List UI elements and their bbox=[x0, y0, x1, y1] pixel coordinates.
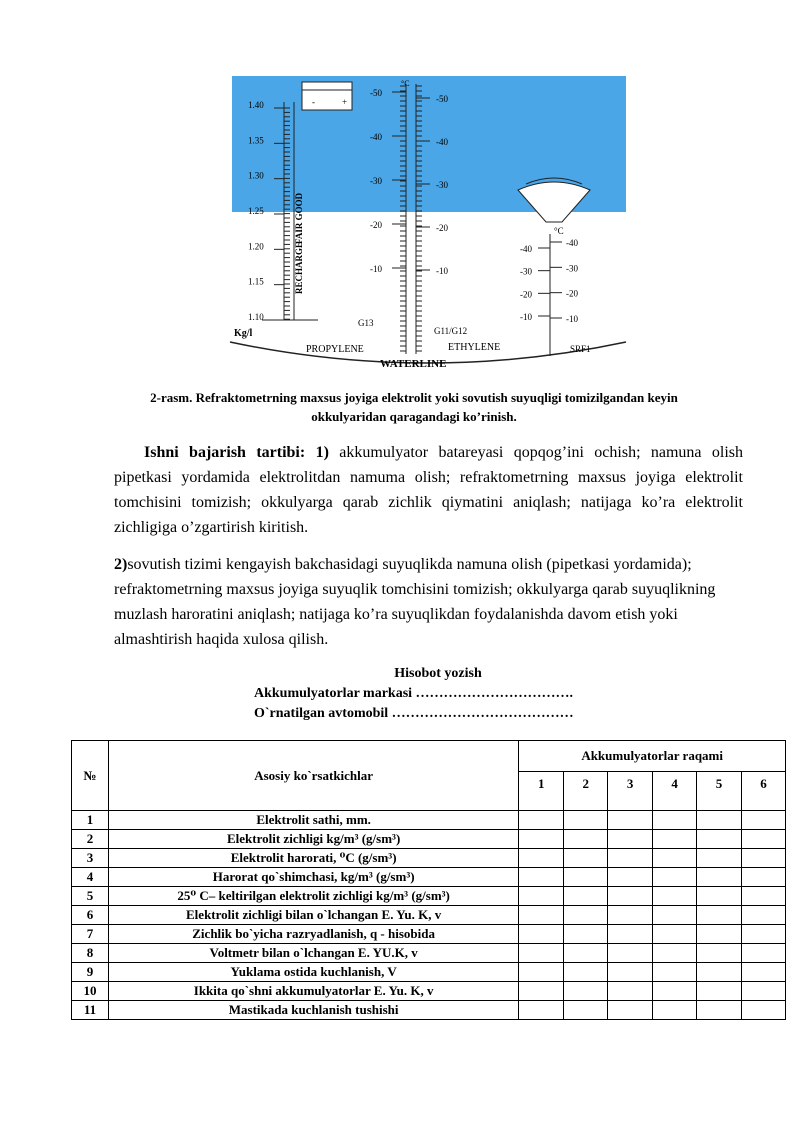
battery-value-cell[interactable] bbox=[653, 849, 697, 868]
battery-value-cell[interactable] bbox=[564, 887, 608, 906]
battery-value-cell[interactable] bbox=[742, 963, 786, 982]
procedure-heading: Ishni bajarish tartibi: bbox=[144, 444, 306, 461]
battery-number-header: 5 bbox=[697, 772, 742, 811]
battery-value-cell[interactable] bbox=[519, 887, 564, 906]
propylene-label: PROPYLENE bbox=[306, 344, 364, 355]
g11g12-label: G11/G12 bbox=[434, 326, 468, 336]
battery-number-header: 3 bbox=[608, 772, 653, 811]
figure-caption bbox=[100, 388, 728, 426]
battery-value-cell[interactable] bbox=[653, 1001, 697, 1020]
srf-degree-label: °C bbox=[554, 226, 564, 236]
srf-left-tick-label: -40 bbox=[520, 244, 532, 254]
battery-value-cell[interactable] bbox=[519, 1001, 564, 1020]
battery-value-cell[interactable] bbox=[653, 830, 697, 849]
battery-value-cell[interactable] bbox=[564, 906, 608, 925]
battery-value-cell[interactable] bbox=[742, 982, 786, 1001]
row-number: 4 bbox=[72, 868, 109, 887]
propylene-tick-label: -50 bbox=[370, 88, 382, 98]
battery-value-cell[interactable] bbox=[742, 906, 786, 925]
srf-right-tick-label: -30 bbox=[566, 263, 578, 274]
header-battery-numbers: Akkumulyatorlar raqami bbox=[519, 741, 786, 772]
battery-value-cell[interactable] bbox=[608, 925, 653, 944]
row-indicator: 25⁰ C– keltirilgan elektrolit zichligi kg/m³ (g/sm³) bbox=[108, 887, 518, 906]
battery-value-cell[interactable] bbox=[519, 925, 564, 944]
row-number: 8 bbox=[72, 944, 109, 963]
density-unit: Kg/l bbox=[234, 328, 253, 339]
table-body bbox=[72, 811, 786, 1020]
battery-value-cell[interactable] bbox=[564, 982, 608, 1001]
battery-value-cell[interactable] bbox=[564, 963, 608, 982]
battery-value-cell[interactable] bbox=[742, 830, 786, 849]
installed-car-line: O`rnatilgan avtomobil ………………………………… bbox=[254, 706, 574, 721]
battery-value-cell[interactable] bbox=[564, 1001, 608, 1020]
degree-label: °C bbox=[401, 79, 410, 88]
ethylene-tick-label: -50 bbox=[436, 94, 448, 104]
table-row bbox=[72, 1001, 786, 1020]
density-tick-label: 1.15 bbox=[248, 276, 264, 287]
propylene-tick-label: -20 bbox=[370, 220, 382, 230]
recharge-label: RECHARGE bbox=[294, 241, 304, 294]
battery-value-cell[interactable] bbox=[697, 830, 742, 849]
battery-value-cell[interactable] bbox=[564, 944, 608, 963]
row-number: 6 bbox=[72, 906, 109, 925]
table-row bbox=[72, 944, 786, 963]
row-indicator: Ikkita qo`shni akkumulyatorlar E. Yu. K, v bbox=[108, 982, 518, 1001]
battery-value-cell[interactable] bbox=[653, 887, 697, 906]
header-indicators: Asosiy ko`rsatkichlar bbox=[108, 741, 518, 811]
row-number: 2 bbox=[72, 830, 109, 849]
battery-value-cell[interactable] bbox=[608, 982, 653, 1001]
battery-value-cell[interactable] bbox=[697, 811, 742, 830]
row-indicator: Mastikada kuchlanish tushishi bbox=[108, 1001, 518, 1020]
battery-value-cell[interactable] bbox=[697, 906, 742, 925]
header-number: № bbox=[72, 741, 109, 811]
battery-value-cell[interactable] bbox=[608, 830, 653, 849]
battery-value-cell[interactable] bbox=[742, 887, 786, 906]
battery-value-cell[interactable] bbox=[608, 887, 653, 906]
battery-value-cell[interactable] bbox=[608, 1001, 653, 1020]
ethylene-tick-label: -30 bbox=[436, 180, 448, 190]
battery-number-header: 1 bbox=[519, 772, 564, 811]
row-indicator: Elektrolit zichligi kg/m³ (g/sm³) bbox=[108, 830, 518, 849]
density-tick-label: 1.35 bbox=[248, 135, 264, 146]
srf-prism-icon bbox=[518, 182, 590, 222]
row-number: 1 bbox=[72, 811, 109, 830]
battery-value-cell[interactable] bbox=[697, 868, 742, 887]
battery-value-cell[interactable] bbox=[519, 868, 564, 887]
battery-value-cell[interactable] bbox=[653, 906, 697, 925]
battery-value-cell[interactable] bbox=[697, 887, 742, 906]
battery-value-cell[interactable] bbox=[608, 944, 653, 963]
battery-value-cell[interactable] bbox=[653, 982, 697, 1001]
battery-value-cell[interactable] bbox=[742, 849, 786, 868]
step2-number: 2) bbox=[114, 556, 128, 573]
waterline-label: WATERLINE bbox=[380, 358, 447, 370]
battery-value-cell[interactable] bbox=[564, 868, 608, 887]
battery-minus: - bbox=[312, 97, 315, 107]
row-number: 11 bbox=[72, 1001, 109, 1020]
battery-value-cell[interactable] bbox=[697, 963, 742, 982]
battery-value-cell[interactable] bbox=[653, 811, 697, 830]
ethylene-tick-label: -20 bbox=[436, 223, 448, 233]
srf-right-tick-label: -10 bbox=[566, 314, 578, 324]
density-tick-label: 1.10 bbox=[248, 312, 264, 322]
row-indicator: Yuklama ostida kuchlanish, V bbox=[108, 963, 518, 982]
density-tick-label: 1.40 bbox=[248, 100, 264, 110]
row-indicator: Elektrolit sathi, mm. bbox=[108, 811, 518, 830]
table-row bbox=[72, 982, 786, 1001]
battery-value-cell[interactable] bbox=[697, 1001, 742, 1020]
srf-right-tick-label: -40 bbox=[566, 238, 578, 248]
battery-value-cell[interactable] bbox=[608, 906, 653, 925]
g13-label: G13 bbox=[358, 318, 374, 328]
density-tick-label: 1.30 bbox=[248, 170, 264, 181]
table-row bbox=[72, 963, 786, 982]
srf1-label: SRF1 bbox=[570, 344, 591, 354]
battery-plus: + bbox=[342, 97, 348, 107]
battery-value-cell[interactable] bbox=[697, 944, 742, 963]
battery-value-cell[interactable] bbox=[697, 982, 742, 1001]
battery-value-cell[interactable] bbox=[742, 925, 786, 944]
table-row bbox=[72, 906, 786, 925]
battery-value-cell[interactable] bbox=[564, 830, 608, 849]
battery-number-header: 6 bbox=[742, 772, 786, 811]
row-number: 3 bbox=[72, 849, 109, 868]
srf-left-tick-label: -10 bbox=[520, 312, 532, 322]
battery-value-cell[interactable] bbox=[519, 963, 564, 982]
battery-brand-line: Akkumulyatorlar markasi ……………………………. bbox=[254, 686, 574, 701]
battery-number-header: 2 bbox=[564, 772, 608, 811]
battery-value-cell[interactable] bbox=[519, 830, 564, 849]
table-row bbox=[72, 849, 786, 868]
row-indicator: Harorat qo`shimchasi, kg/m³ (g/sm³) bbox=[108, 868, 518, 887]
row-indicator: Voltmetr bilan o`lchangan E. YU.K, v bbox=[108, 944, 518, 963]
propylene-tick-label: -40 bbox=[370, 132, 382, 142]
procedure-step-1 bbox=[114, 440, 743, 540]
table-row bbox=[72, 830, 786, 849]
battery-value-cell[interactable] bbox=[519, 906, 564, 925]
battery-value-cell[interactable] bbox=[519, 982, 564, 1001]
table-row bbox=[72, 811, 786, 830]
battery-value-cell[interactable] bbox=[564, 849, 608, 868]
refractometer-figure bbox=[226, 74, 630, 374]
battery-value-cell[interactable] bbox=[653, 944, 697, 963]
row-number: 9 bbox=[72, 963, 109, 982]
battery-value-cell[interactable] bbox=[564, 811, 608, 830]
step2-text: sovutish tizimi kengayish bakchasidagi suyuqlikda namuna olish (pipetkasi yordamida); refraktometrning maxsus joyiga suyuqlik tomchisini tomizish; okkulyarga qarab suyuqlikning muzlash haroratini aniqlash; natijaga ko’ra suyuqlikdan foydalanishda davom etish yoki almashtirish haqida xulosa qilish. bbox=[114, 556, 716, 648]
report-title: Hisobot yozish bbox=[394, 666, 482, 681]
battery-number-header: 4 bbox=[653, 772, 697, 811]
battery-value-cell[interactable] bbox=[608, 963, 653, 982]
battery-value-cell[interactable] bbox=[608, 868, 653, 887]
battery-value-cell[interactable] bbox=[742, 868, 786, 887]
table-row bbox=[72, 925, 786, 944]
srf-left-tick-label: -30 bbox=[520, 266, 532, 277]
ethylene-tick-label: -40 bbox=[436, 137, 448, 147]
battery-value-cell[interactable] bbox=[742, 944, 786, 963]
row-indicator: Zichlik bo`yicha razryadlanish, q - hisobida bbox=[108, 925, 518, 944]
density-tick-label: 1.20 bbox=[248, 241, 264, 252]
propylene-tick-label: -30 bbox=[370, 176, 382, 186]
battery-value-cell[interactable] bbox=[564, 925, 608, 944]
table-row bbox=[72, 868, 786, 887]
procedure-step-2 bbox=[114, 552, 743, 652]
refractometer-view bbox=[226, 74, 630, 374]
battery-value-cell[interactable] bbox=[608, 849, 653, 868]
row-number: 7 bbox=[72, 925, 109, 944]
row-number: 10 bbox=[72, 982, 109, 1001]
battery-value-cell[interactable] bbox=[519, 811, 564, 830]
battery-value-cell[interactable] bbox=[608, 811, 653, 830]
srf-right-tick-label: -20 bbox=[566, 288, 578, 299]
row-indicator: Elektrolit harorati, ⁰C (g/sm³) bbox=[108, 849, 518, 868]
table-row bbox=[72, 887, 786, 906]
srf-left-tick-label: -20 bbox=[520, 289, 532, 300]
battery-value-cell[interactable] bbox=[697, 849, 742, 868]
fair-good-label: FAIR GOOD bbox=[294, 192, 304, 244]
step1-text: akkumulyator batareyasi qopqog’ini ochish; namuna olish pipetkasi yordamida elektrolitdan namuma olish; refraktometrning maxsus joyiga elektrolit tomchisini tomizish; okkulyarga qarab zichlik qiymatini aniqlash; natijaga ko’ra elektrolit zichligiga o’zgartirish kiritish. bbox=[114, 444, 744, 536]
battery-value-cell[interactable] bbox=[519, 849, 564, 868]
ethylene-tick-label: -10 bbox=[436, 266, 448, 276]
row-number: 5 bbox=[72, 887, 109, 906]
battery-value-cell[interactable] bbox=[519, 944, 564, 963]
battery-value-cell[interactable] bbox=[653, 868, 697, 887]
battery-value-cell[interactable] bbox=[653, 925, 697, 944]
ethylene-label: ETHYLENE bbox=[448, 342, 501, 353]
step1-number: 1) bbox=[315, 444, 329, 461]
battery-value-cell[interactable] bbox=[742, 811, 786, 830]
propylene-tick-label: -10 bbox=[370, 264, 382, 274]
caption-line-2: okkulyaridan qaragandagi ko’rinish. bbox=[311, 409, 517, 424]
report-table bbox=[71, 740, 786, 1020]
row-indicator: Elektrolit zichligi bilan o`lchangan E. Yu. K, v bbox=[108, 906, 518, 925]
density-tick-label: 1.25 bbox=[248, 206, 264, 216]
battery-value-cell[interactable] bbox=[653, 963, 697, 982]
caption-line-1: 2-rasm. Refraktometrning maxsus joyiga elektrolit yoki sovutish suyuqligi tomizilgandan keyin bbox=[150, 390, 678, 405]
battery-value-cell[interactable] bbox=[697, 925, 742, 944]
srf-scale bbox=[538, 234, 562, 356]
battery-value-cell[interactable] bbox=[742, 1001, 786, 1020]
